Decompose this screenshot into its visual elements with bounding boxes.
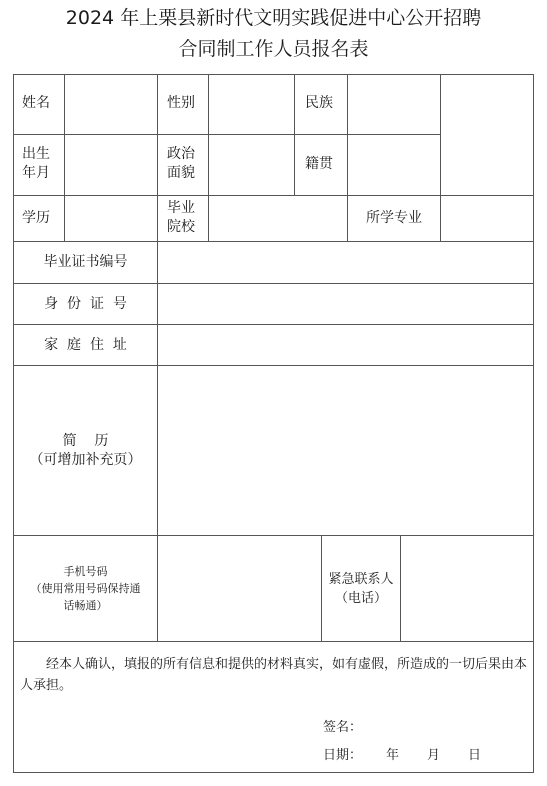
- birth-date-label-line2: 年月: [22, 165, 50, 181]
- date-year-label: 年: [386, 748, 400, 763]
- political-status-label-line2: 面貌: [167, 165, 195, 181]
- photo-cell[interactable]: [441, 75, 533, 195]
- table-border-bottom: [13, 772, 534, 773]
- education-value-cell[interactable]: [64, 196, 157, 241]
- major-value-cell[interactable]: [441, 196, 533, 241]
- resume-note: （可增加补充页）: [29, 451, 142, 468]
- emergency-contact-label-line2: （电话）: [334, 590, 387, 606]
- diploma-number-label: 毕业证书编号: [43, 254, 128, 270]
- native-place-value-cell[interactable]: [348, 135, 440, 195]
- form-title-line1: 2024 年上栗县新时代文明实践促进中心公开招聘: [65, 7, 482, 29]
- gender-value-cell[interactable]: [209, 75, 294, 134]
- birth-date-label: [22, 145, 50, 183]
- date-day-label: 日: [468, 748, 482, 763]
- diploma-number-value-cell[interactable]: [158, 242, 533, 283]
- ethnicity-label: 民族: [305, 95, 333, 111]
- school-label: [167, 199, 195, 237]
- date-label: 日期：: [323, 748, 363, 763]
- id-number-value-cell[interactable]: [158, 284, 533, 324]
- form-title-line2: 合同制工作人员报名表: [178, 38, 369, 60]
- signature-label: 签名：: [323, 720, 363, 735]
- education-label: 学历: [22, 210, 50, 226]
- political-status-label-line1: 政治: [167, 146, 195, 162]
- phone-label-line2: （使用常用号码保持通: [30, 582, 141, 595]
- phone-label-line3: 话畅通）: [63, 599, 108, 612]
- home-address-label: 家 庭 住 址: [44, 336, 127, 353]
- col-line: [157, 74, 158, 196]
- major-label: 所学专业: [366, 210, 422, 226]
- declaration-text: 经本人确认，填报的所有信息和提供的材料真实，如有虚假，所造成的一切后果由本人承担。: [20, 657, 528, 693]
- date-month-label: 月: [427, 748, 441, 763]
- table-border-right: [533, 74, 534, 773]
- phone-value-cell[interactable]: [158, 536, 321, 641]
- school-label-line2: 院校: [167, 219, 195, 235]
- phone-label: [14, 536, 157, 641]
- school-value-cell[interactable]: [209, 196, 347, 241]
- birth-date-label-line1: 出生: [22, 146, 50, 162]
- phone-label-line1: 手机号码: [63, 565, 108, 578]
- school-label-line1: 毕业: [167, 200, 195, 216]
- native-place-label: 籍贯: [305, 156, 333, 172]
- emergency-contact-label: [322, 536, 400, 641]
- resume-label: [14, 366, 157, 535]
- name-value-cell[interactable]: [64, 75, 157, 134]
- col-line: [294, 74, 295, 196]
- date-line: [323, 744, 481, 763]
- political-status-label: [167, 145, 195, 183]
- name-label: 姓名: [22, 95, 50, 111]
- gender-label: 性别: [167, 95, 195, 111]
- id-number-label: 身 份 证 号: [44, 295, 127, 312]
- row-line: [13, 641, 534, 642]
- home-address-value-cell[interactable]: [158, 325, 533, 365]
- resume-title: 简 历: [62, 432, 109, 449]
- resume-value-cell[interactable]: [158, 366, 533, 535]
- ethnicity-value-cell[interactable]: [348, 75, 440, 134]
- political-status-value-cell[interactable]: [209, 135, 294, 195]
- birth-date-value-cell[interactable]: [64, 135, 157, 195]
- emergency-contact-label-line1: 紧急联系人: [328, 571, 394, 587]
- emergency-contact-value-cell[interactable]: [401, 536, 533, 641]
- col-line: [157, 195, 158, 242]
